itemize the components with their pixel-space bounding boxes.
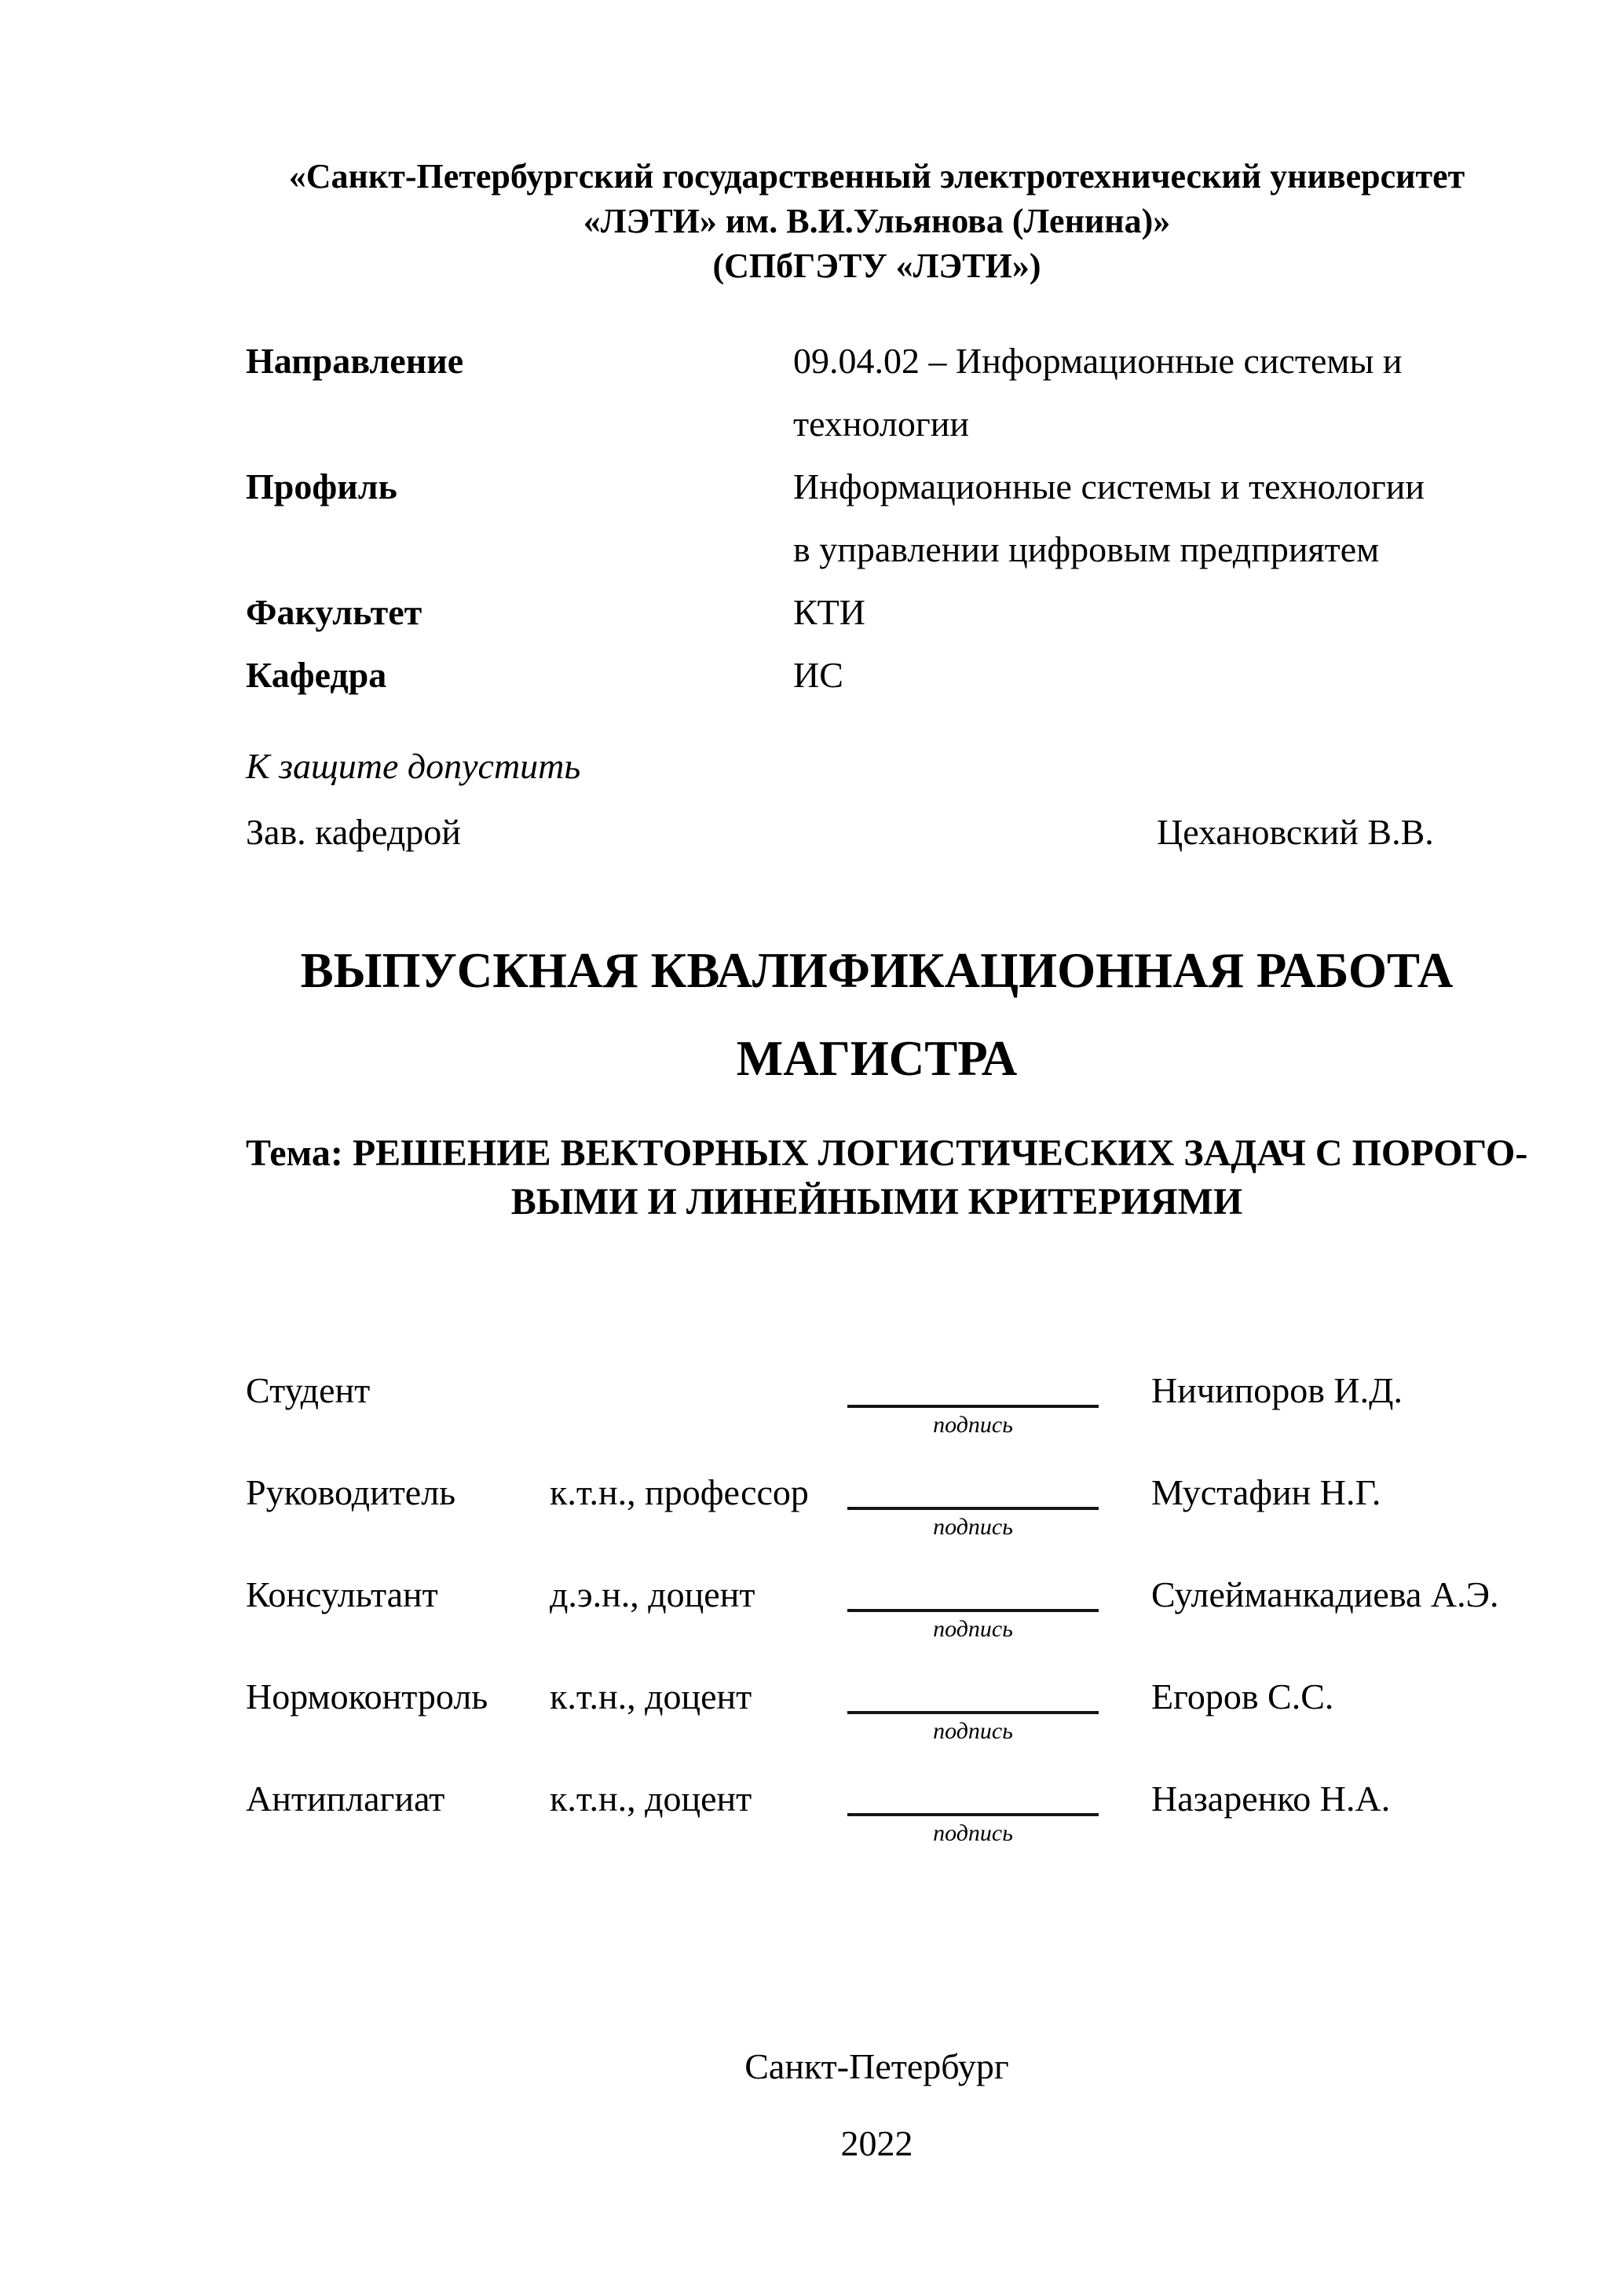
university-name-line2: «ЛЭТИ» им. В.И.Ульянова (Ленина)» — [583, 202, 1171, 240]
normcontrol-signature-cell — [847, 1676, 1099, 1746]
signature-row-supervisor — [246, 1472, 1508, 1574]
normcontrol-name: Егоров С.С. — [1151, 1676, 1334, 1717]
footer-year: 2022 — [840, 2123, 913, 2163]
thesis-theme — [246, 1129, 1528, 1227]
consultant-degree: д.э.н., доцент — [550, 1574, 755, 1614]
meta-row-direction — [246, 330, 1508, 455]
normcontrol-degree: к.т.н., доцент — [550, 1676, 752, 1717]
signature-row-consultant — [246, 1574, 1508, 1676]
consultant-signature-caption: подпись — [933, 1616, 1013, 1642]
signature-block — [246, 1370, 1508, 1881]
direction-value — [793, 330, 1508, 455]
antiplagiarism-role-label: Антиплагиат — [246, 1779, 445, 1819]
student-signature-cell — [847, 1370, 1099, 1440]
antiplagiarism-name: Назаренко Н.А. — [1151, 1779, 1391, 1819]
student-signature-line — [847, 1370, 1099, 1408]
university-name-line1: «Санкт-Петербургский государственный электротехнический университет — [288, 157, 1465, 196]
direction-value-line1: 09.04.02 – Информационные системы и — [793, 341, 1403, 381]
normcontrol-signature-line — [847, 1676, 1099, 1714]
antiplagiarism-signature-caption: подпись — [933, 1820, 1013, 1846]
supervisor-signature-cell — [847, 1472, 1099, 1542]
department-label: Кафедра — [246, 655, 387, 695]
profile-value-line2: в управлении цифровым предприятем — [793, 529, 1380, 569]
profile-value — [793, 455, 1508, 581]
consultant-name: Сулейманкадиева А.Э. — [1151, 1574, 1499, 1614]
thesis-title-line2: МАГИСТРА — [736, 1031, 1018, 1086]
consultant-signature-cell — [847, 1574, 1099, 1644]
normcontrol-role-label: Нормоконтроль — [246, 1676, 488, 1717]
department-head-name: Цехановский В.В. — [1157, 812, 1434, 852]
direction-value-line2: технологии — [793, 404, 969, 444]
supervisor-role-label: Руководитель — [246, 1472, 456, 1512]
student-role-label: Студент — [246, 1370, 371, 1410]
permit-to-defense-line: К защите допустить — [246, 746, 581, 786]
signature-row-normcontrol — [246, 1676, 1508, 1779]
thesis-theme-line2: ВЫМИ И ЛИНЕЙНЫМИ КРИТЕРИЯМИ — [510, 1181, 1243, 1223]
signature-row-student — [246, 1370, 1508, 1472]
thesis-main-title — [246, 927, 1508, 1102]
consultant-signature-line — [847, 1574, 1099, 1612]
antiplagiarism-signature-cell — [847, 1779, 1099, 1848]
department-head-label: Зав. кафедрой — [246, 812, 461, 852]
student-signature-caption: подпись — [933, 1412, 1013, 1438]
student-name: Ничипоров И.Д. — [1151, 1370, 1403, 1410]
profile-value-line1: Информационные системы и технологии — [793, 466, 1425, 506]
profile-label: Профиль — [246, 466, 397, 506]
thesis-theme-line1: Тема: РЕШЕНИЕ ВЕКТОРНЫХ ЛОГИСТИЧЕСКИХ ЗАДАЧ С ПОРОГО- — [246, 1132, 1528, 1174]
signature-row-antiplagiarism — [246, 1779, 1508, 1881]
supervisor-signature-line — [847, 1472, 1099, 1510]
thesis-title-line1: ВЫПУСКНАЯ КВАЛИФИКАЦИОННАЯ РАБОТА — [300, 943, 1454, 998]
university-header — [246, 154, 1508, 288]
consultant-role-label: Консультант — [246, 1574, 438, 1614]
department-value-line1: ИС — [793, 655, 843, 695]
supervisor-name: Мустафин Н.Г. — [1151, 1472, 1381, 1512]
supervisor-signature-caption: подпись — [933, 1514, 1013, 1540]
footer-city: Санкт-Петербург — [744, 2046, 1009, 2086]
antiplagiarism-degree: к.т.н., доцент — [550, 1779, 752, 1819]
meta-row-profile — [246, 455, 1508, 581]
department-value — [793, 644, 1508, 707]
faculty-value-line1: КТИ — [793, 592, 865, 632]
supervisor-degree: к.т.н., профессор — [550, 1472, 809, 1512]
program-info-block — [246, 330, 1508, 707]
faculty-value — [793, 581, 1508, 644]
department-head-row — [246, 810, 1508, 854]
faculty-label: Факультет — [246, 592, 422, 632]
meta-row-department — [246, 644, 1508, 707]
direction-label: Направление — [246, 341, 464, 381]
university-abbreviation: (СПбГЭТУ «ЛЭТИ») — [712, 247, 1041, 285]
antiplagiarism-signature-line — [847, 1779, 1099, 1816]
meta-row-faculty — [246, 581, 1508, 644]
normcontrol-signature-caption: подпись — [933, 1718, 1013, 1744]
